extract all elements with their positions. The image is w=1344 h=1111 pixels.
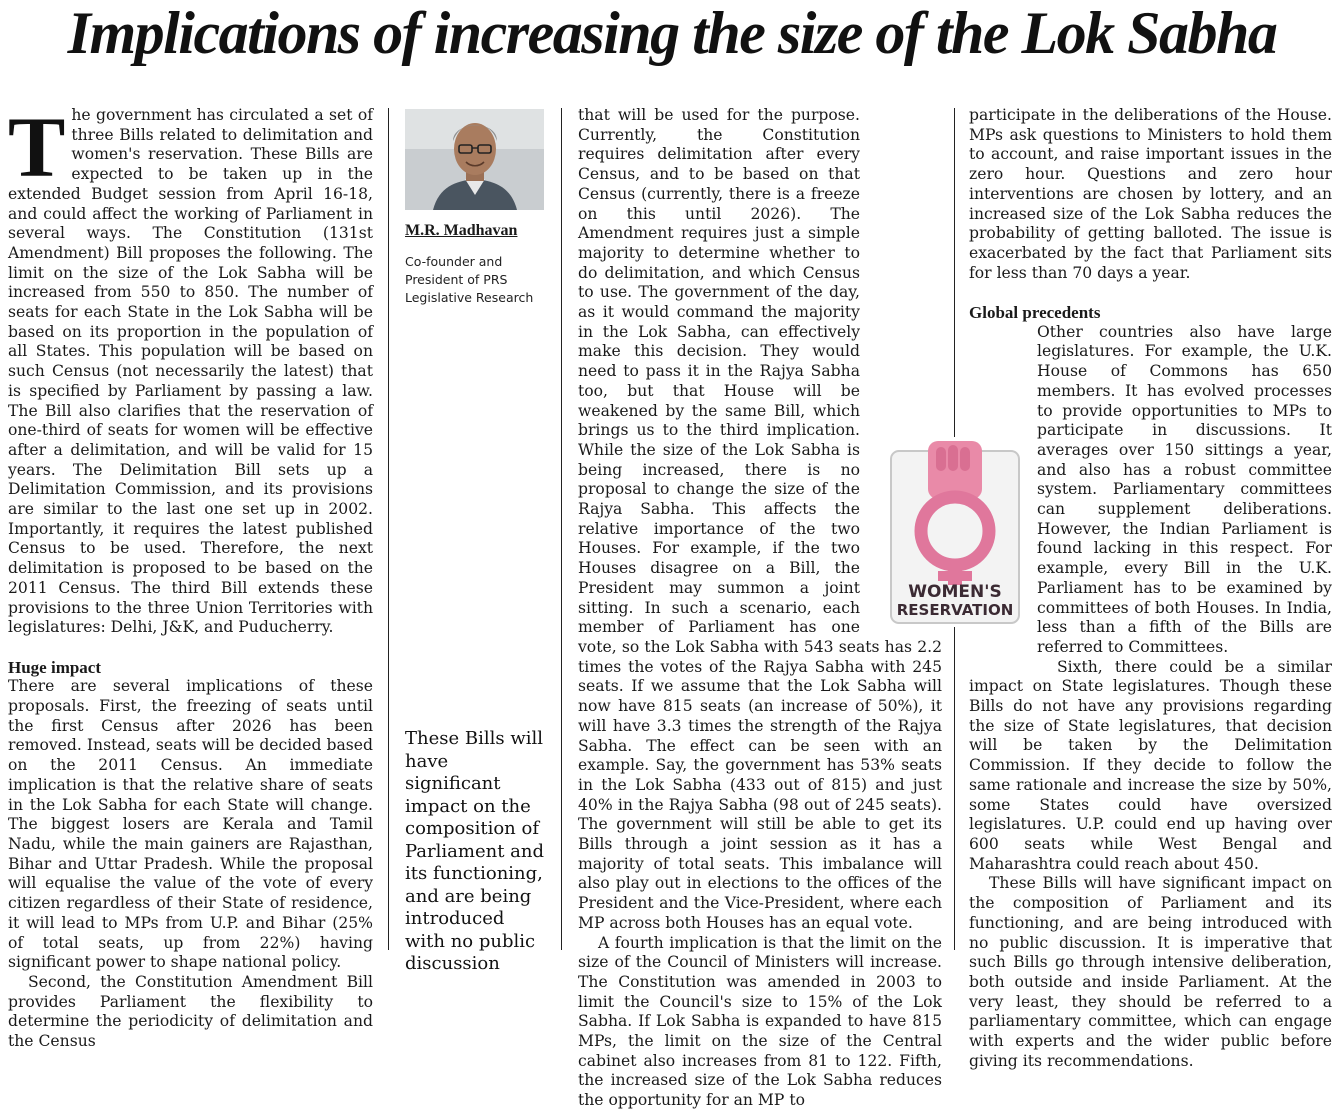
- author-role: Co-founder and President of PRS Legislative Research: [405, 254, 534, 305]
- article-column-4: [969, 106, 1332, 1071]
- section-heading-huge-impact: Huge impact: [8, 657, 102, 677]
- headline: Implications of increasing the size of the Lok Sabha: [67, 0, 1277, 66]
- author-name: M.R. Madhavan: [405, 222, 518, 239]
- paragraph: There are several implications of these proposals. First, the freezing of seats until the first Census after 2026 has been removed. Instead, seats will be decided based on the 2011 Census. An immediate implication is that the relative share of seats in the Lok Sabha for each State will change. The biggest losers are Kerala and Tamil Nadu, while the main gainers are Rajasthan, Bihar and Uttar Pradesh. While the proposal will equalise the value of the vote of every citizen regardless of their State of residence, it will lead to MPs from U.P. and Bihar (25% of total seats, up from 22%) having significant power to shape national policy.: [8, 677, 373, 972]
- paragraph: A fourth implication is that the limit on the size of the Council of Ministers will increase. The Constitution was amended in 2003 to limit the Council's size to 15% of the Lok Sabha. If Lok Sabha is expanded to have 815 MPs, the limit on the size of the Central cabinet also increases from 81 to 122. Fifth, the increased size of the Lok Sabha reduces the opportunity for an MP to: [578, 933, 942, 1110]
- pull-quote: These Bills will have significant impact on the composition of Parliament and its functioning, and are being introduced with no public discussion: [405, 728, 544, 974]
- logo-text-line2: RESERVATION: [896, 601, 1014, 619]
- article-column-1: [8, 99, 373, 1052]
- author-photo: [405, 109, 544, 210]
- paragraph: Other countries also have large legislatures. For example, the U.K. House of Commons has 650 members. It has evolved processes to provide opportunities to MPs to participate in discussions. It averages over 150 sittings a year, and also has a robust committee system. Parliamentary committees can supplement deliberations. However, the Indian Parliament is found lacking in this respect. For example, every Bill in the U.K. Parliament has to be examined by committees of both Houses. In India, less than a fifth of the Bills are referred to Committees.: [1037, 322, 1332, 656]
- intro-text: he government has circulated a set of three Bills related to delimitation and women's reservation. These Bills are expected to be taken up in the extended Budget session from April 16-18, and could affect the working of Parliament in several ways. The Constitution (131st Amendment) Bill proposes the following. The limit on the size of the Lok Sabha will be increased from 550 to 850. The number of seats for each State in the Lok Sabha will be based on its proportion in the population of all States. This population will be based on such Census (not necessarily the latest) that is specified by Parliament by passing a law. The Bill also clarifies that the reservation of one-third of seats for women will be effective after a delimitation, and will be valid for 15 years. The Delimitation Bill sets up a Delimitation Commission, and its provisions are similar to the last one set up in 2002. Importantly, it requires the latest published Census to be used. Therefore, the next delimitation is proposed to be based on the 2011 Census. The third Bill extends these provisions to the three Union Territories with legislatures: Delhi, J&K, and Puducherry.: [8, 106, 373, 637]
- paragraph: Second, the Constitution Amendment Bill provides Parliament the flexibility to determine the periodicity of delimitation and the Census: [8, 972, 373, 1051]
- paragraph: These Bills will have significant impact on the composition of Parliament and its functioning, and are being introduced with no public discussion. It is imperative that such Bills go through intensive deliberation, both outside and inside Parliament. At the very least, they should be referred to a parliamentary committee, which can engage with experts and the wider public before giving its recommendations.: [969, 874, 1332, 1070]
- section-heading-global-precedents: Global precedents: [969, 303, 1101, 323]
- logo-text-line1: WOMEN'S: [908, 582, 1002, 602]
- womens-reservation-logo: [888, 437, 1022, 627]
- drop-cap: T: [8, 99, 66, 195]
- column-divider: [388, 108, 389, 950]
- column-divider: [561, 108, 562, 950]
- intro-paragraph: [8, 99, 373, 638]
- paragraph: participate in the deliberations of the House. MPs ask questions to Ministers to hold them to account, and raise important issues in the zero hour. Questions and zero hour interventions are chosen by lottery, and an increased size of the Lok Sabha reduces the probability of getting balloted. The issue is exacerbated by the fact that Parliament sits for less than 70 days a year.: [969, 106, 1332, 282]
- paragraph: that will be used for the purpose. Currently, the Constitution requires delimitation after every Census, and to be based on that Census (currently, there is a freeze on this until 2026). The Amendment requires just a simple majority to determine whether to do delimitation, and which Census to use. The government of the day, as it would command the majority in the Lok Sabha, can effectively make this decision. They would need to pass it in the Rajya Sabha too, but that House will be weakened by the same Bill, which brings us to the third implication. While the size of the Lok Sabha is being increased, there is no proposal to change the size of the Rajya Sabha. This affects the relative importance of the two Houses. For example, if the two Houses disagree on a Bill, the President may summon a joint sitting. In such a scenario, each member of Parliament has one vote, so the Lok Sabha with 543 seats has 2.2 times the votes of the Rajya Sabha with 245 seats. If we assume that the Lok Sabha will now have 815 seats (an increase of 50%), it will have 3.3 times the strength of the Rajya Sabha. The effect can be seen with an example. Say, the government has 53% seats in the Lok Sabha (433 out of 815) and just 40% in the Rajya Sabha (98 out of 245 seats). The government will still be able to get its Bills through a joint session as it has a majority of total seats. This imbalance will also play out in elections to the offices of the President and the Vice-President, where each MP across both Houses has an equal vote.: [578, 106, 942, 932]
- paragraph: Sixth, there could be a similar impact on State legislatures. Though these Bills do not have any provisions regarding the size of State legislatures, that decision will be taken by the Delimitation Commission. If they decide to follow the same rationale and increase the size by 50%, some States could have oversized legislatures. U.P. could end up having over 600 seats while West Bengal and Maharashtra could reach about 450.: [969, 657, 1332, 873]
